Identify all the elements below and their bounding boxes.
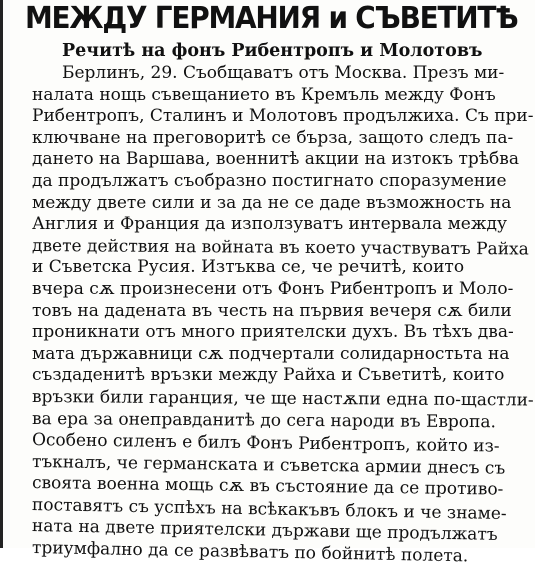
body-line: дането на Варшава, военнитѣ акции на изтокъ трѣбва bbox=[32, 149, 519, 170]
body-line: тъкналъ, че германската и съветска армии днесъ съ bbox=[31, 451, 506, 479]
headline: МЕЖДУ ГЕРМАНИЯ и СЪВЕТИТѢ bbox=[25, 1, 518, 36]
body-line: Особено силенъ е билъ Фонъ Рибентропъ, който из- bbox=[31, 430, 500, 457]
body-line: проникнати отъ много приятелски духъ. Въ тѣхъ два- bbox=[32, 322, 514, 343]
body-line: Англия и Франция да използуватъ интервала между bbox=[32, 214, 507, 235]
body-line: Берлинъ, 29. Съобщаватъ отъ Москва. Презъ ми- bbox=[62, 63, 505, 83]
body-line: ва ера за онеправданитѣ до сега народи въ Европа. bbox=[31, 408, 497, 432]
body-line: ключване на преговоритѣ се бърза, защото следъ па- bbox=[32, 127, 514, 148]
left-border-line bbox=[0, 0, 3, 548]
body-line: налата нощь съвещанието въ Кремъль между Фонъ bbox=[32, 84, 496, 105]
body-line: да продължатъ съобразно постигнато споразумение bbox=[32, 170, 507, 191]
body-line: Рибентропъ, Сталинъ и Молотовъ продължиха. Съ при- bbox=[32, 106, 534, 127]
body-line: поставятъ съ успѣхъ на всѣкакъвъ блокъ и че знаме- bbox=[31, 494, 507, 524]
body-line: своята военна мощь сѫ въ състояние да се противо- bbox=[31, 473, 504, 500]
body-line: и Съветска Русия. Изтъква се, че речитѣ, които bbox=[32, 257, 465, 278]
body-line: връзки били гаранция, че ще настѫпи една по-щастли- bbox=[31, 386, 534, 411]
subtitle: Речитѣ на фонъ Рибентропъ и Молотовъ bbox=[62, 41, 483, 61]
body-line: вчера сѫ произнесени отъ Фонъ Рибентропъ и Моло- bbox=[32, 278, 514, 299]
body-line: двете действия на войната въ което участвуватъ Райха bbox=[31, 235, 529, 260]
body-line: товъ на дадената въ честь на първия вечеря сѫ били bbox=[32, 300, 512, 321]
body-line: триумфално да се развѣватъ по бойнитѣ полета. bbox=[31, 538, 469, 567]
body-line: ната на двете приятелски държави ще продължатъ bbox=[31, 516, 498, 546]
body-line: мата държавници сѫ подчертали солидарностьта на bbox=[32, 343, 510, 364]
body-line: между двете сили и за да не се даде възможность на bbox=[32, 192, 512, 213]
article-body bbox=[31, 63, 537, 567]
body-line: създаденитѣ връзки между Райха и Съветитѣ, които bbox=[32, 365, 505, 386]
